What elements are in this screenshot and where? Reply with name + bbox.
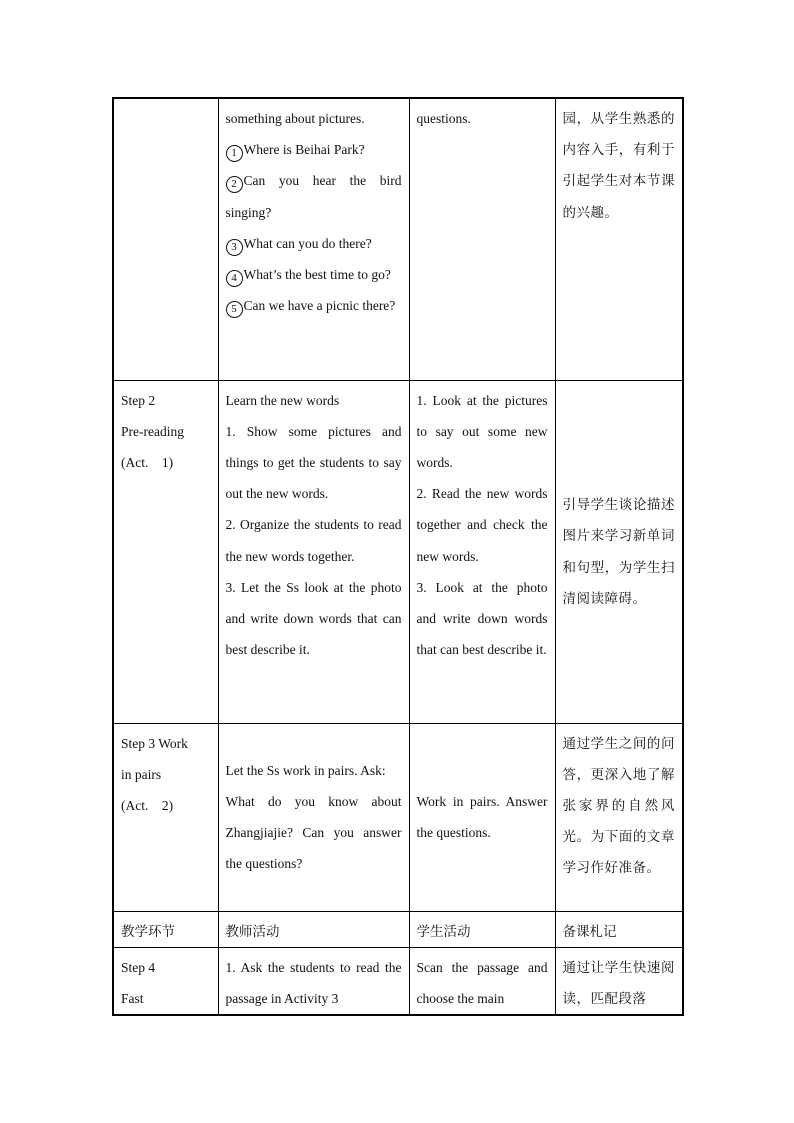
notes-cell: 通过让学生快速阅读，匹配段落 <box>555 947 683 1015</box>
teacher-activity-cell <box>218 98 409 380</box>
circled-number: 1 <box>226 145 243 162</box>
table-row <box>113 98 683 380</box>
student-activity-cell: questions. <box>409 98 555 380</box>
student-activity-cell: Scan the passage and choose the main <box>409 947 555 1015</box>
teacher-activity-cell: 1. Ask the students to read the passage in Activity 3 <box>218 947 409 1015</box>
student-activity-cell: 1. Look at the pictures to say out some new words. 2. Read the new words together and check the new words. 3. Look at the photo and write down words that can best describe it. <box>409 380 555 723</box>
circled-number: 5 <box>226 301 243 318</box>
table-header-row <box>113 911 683 947</box>
lesson-plan-table <box>112 97 684 1016</box>
notes-cell: 通过学生之间的问答，更深入地了解张家界的自然风光。为下面的文章学习作好准备。 <box>555 723 683 911</box>
table-row <box>113 723 683 911</box>
step-cell: Step 4 Fast <box>113 947 218 1015</box>
circled-number: 2 <box>226 176 243 193</box>
question-item: 2 Can you hear the bird singing? <box>225 173 402 220</box>
header-teacher: 教师活动 <box>218 911 409 947</box>
header-step: 教学环节 <box>113 911 218 947</box>
notes-cell: 园，从学生熟悉的内容入手，有利于引起学生对本节课的兴趣。 <box>555 98 683 380</box>
table-row <box>113 947 683 1015</box>
header-student: 学生活动 <box>409 911 555 947</box>
teacher-intro: something about pictures. <box>225 111 365 126</box>
teacher-activity-cell: Let the Ss work in pairs. Ask: What do you know about Zhangjiajie? Can you answer the questions? <box>218 723 409 911</box>
circled-number: 4 <box>226 270 243 287</box>
table-row <box>113 380 683 723</box>
notes-cell: 引导学生谈论描述图片来学习新单词和句型，为学生扫清阅读障碍。 <box>555 380 683 723</box>
student-activity-cell: Work in pairs. Answer the questions. <box>409 723 555 911</box>
teacher-activity-cell: Learn the new words 1. Show some pictures and things to get the students to say out the new words. 2. Organize the students to read the new words together. 3. Let the Ss look at the photo and write down words that can best describe it. <box>218 380 409 723</box>
question-item: 1 Where is Beihai Park? <box>226 134 402 165</box>
header-notes: 备课札记 <box>555 911 683 947</box>
question-item: 3 What can you do there? <box>226 228 402 259</box>
step-cell <box>113 98 218 380</box>
step-cell: Step 2 Pre-reading (Act. 1) <box>113 380 218 723</box>
step-cell: Step 3 Work in pairs (Act. 2) <box>113 723 218 911</box>
question-item: 5 Can we have a picnic there? <box>226 290 402 321</box>
question-item: 4 What’s the best time to go? <box>226 259 402 290</box>
circled-number: 3 <box>226 239 243 256</box>
